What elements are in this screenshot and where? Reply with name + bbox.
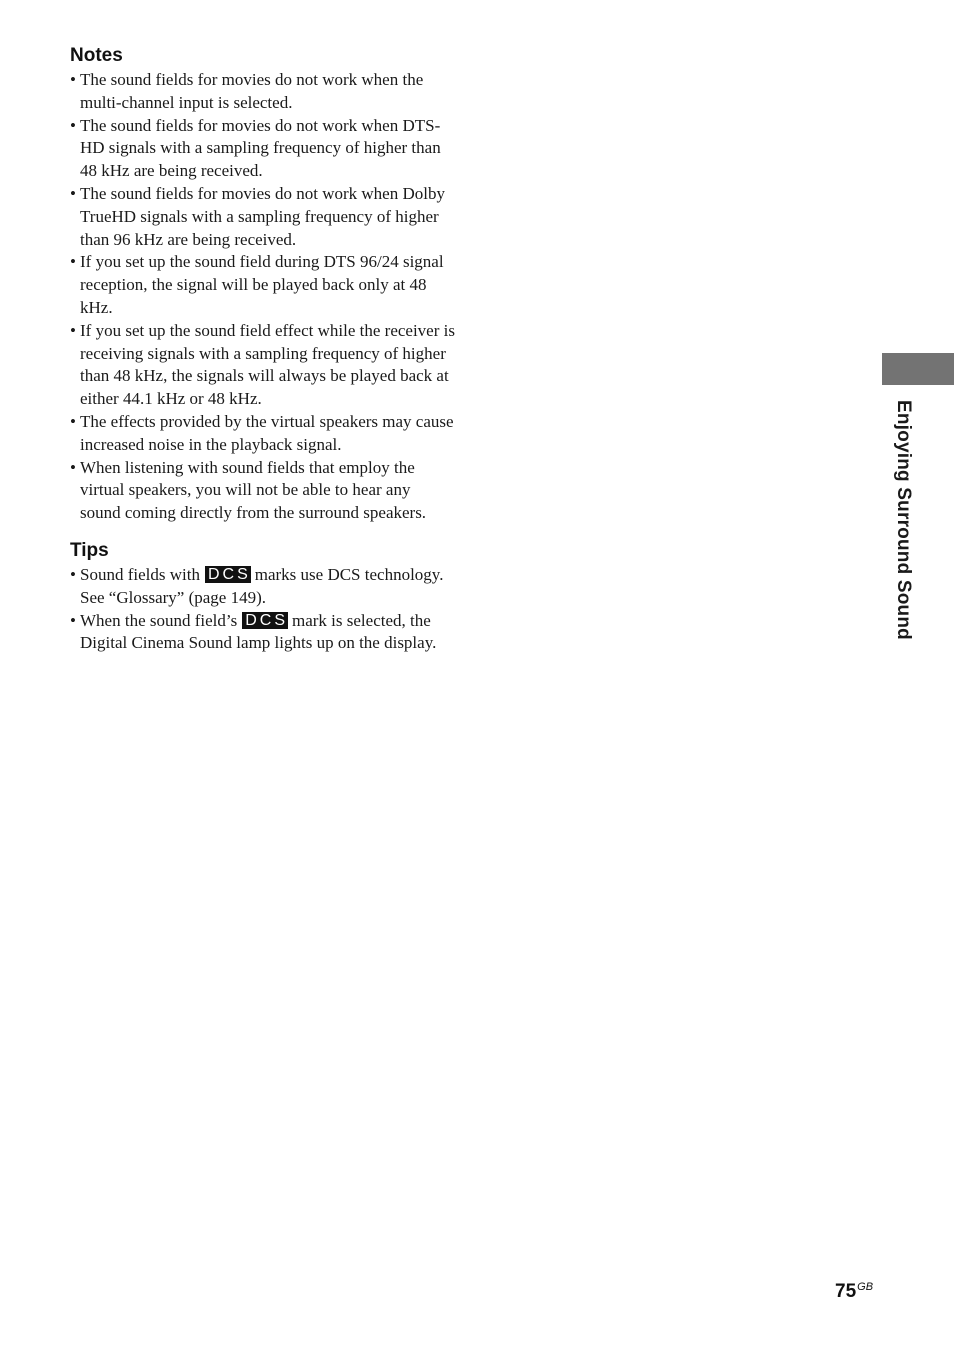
tip-text-after: mark is selected, the Digital Cinema Sound lamp lights up on the display. [80,610,437,653]
note-text: If you set up the sound field during DTS 96/24 signal reception, the signal will be played back only at 48 kHz. [80,252,444,317]
tips-heading: Tips [70,539,109,561]
note-item [70,183,455,251]
note-text: If you set up the sound field effect while the receiver is receiving signals with a sampling frequency of higher than 48 kHz, the signals will always be played back at either 44.1 kHz or 48 kHz. [80,320,455,409]
tip-text-after: marks use DCS technology. See “Glossary” (page 149). [80,564,444,607]
note-text: The effects provided by the virtual speakers may cause increased noise in the playback signal. [80,411,454,454]
note-item [70,251,455,319]
note-text: The sound fields for movies do not work when the multi-channel input is selected. [80,70,424,112]
tip-text-before: Sound fields with [80,564,200,584]
note-item [70,320,455,411]
section-tab-marker [882,353,954,385]
note-text: When listening with sound fields that employ the virtual speakers, you will not be able to hear any sound coming directly from the surround speakers. [80,457,427,523]
bullet: • [70,70,76,89]
tip-text-before: When the sound field’s [80,610,238,630]
note-item [70,457,455,525]
notes-list [70,69,455,525]
bullet: • [70,610,76,630]
tip-item [70,610,455,656]
bullet: • [70,183,76,203]
tip-item [70,564,455,610]
bullet: • [70,115,76,135]
page-number [835,1281,873,1303]
note-item [70,115,455,183]
notes-heading: Notes [70,45,123,66]
bullet: • [70,564,76,584]
tips-list [70,564,455,655]
note-item [70,411,455,457]
main-column [70,44,455,655]
note-text: The sound fields for movies do not work when DTS-HD signals with a sampling frequency of higher than 48 kHz are being received. [80,115,441,181]
page-number-value: 75 [835,1281,857,1302]
bullet: • [70,320,76,340]
page-number-suffix: GB [857,1281,874,1293]
note-item [70,69,455,115]
bullet: • [70,252,76,272]
section-tab-label: Enjoying Surround Sound [893,400,914,640]
bullet: • [70,457,76,477]
dcs-mark-badge: DCS [205,566,251,583]
bullet: • [70,411,76,431]
dcs-mark-badge: DCS [242,612,288,629]
note-text: The sound fields for movies do not work when Dolby TrueHD signals with a sampling frequency of higher than 96 kHz are being received. [80,183,445,249]
